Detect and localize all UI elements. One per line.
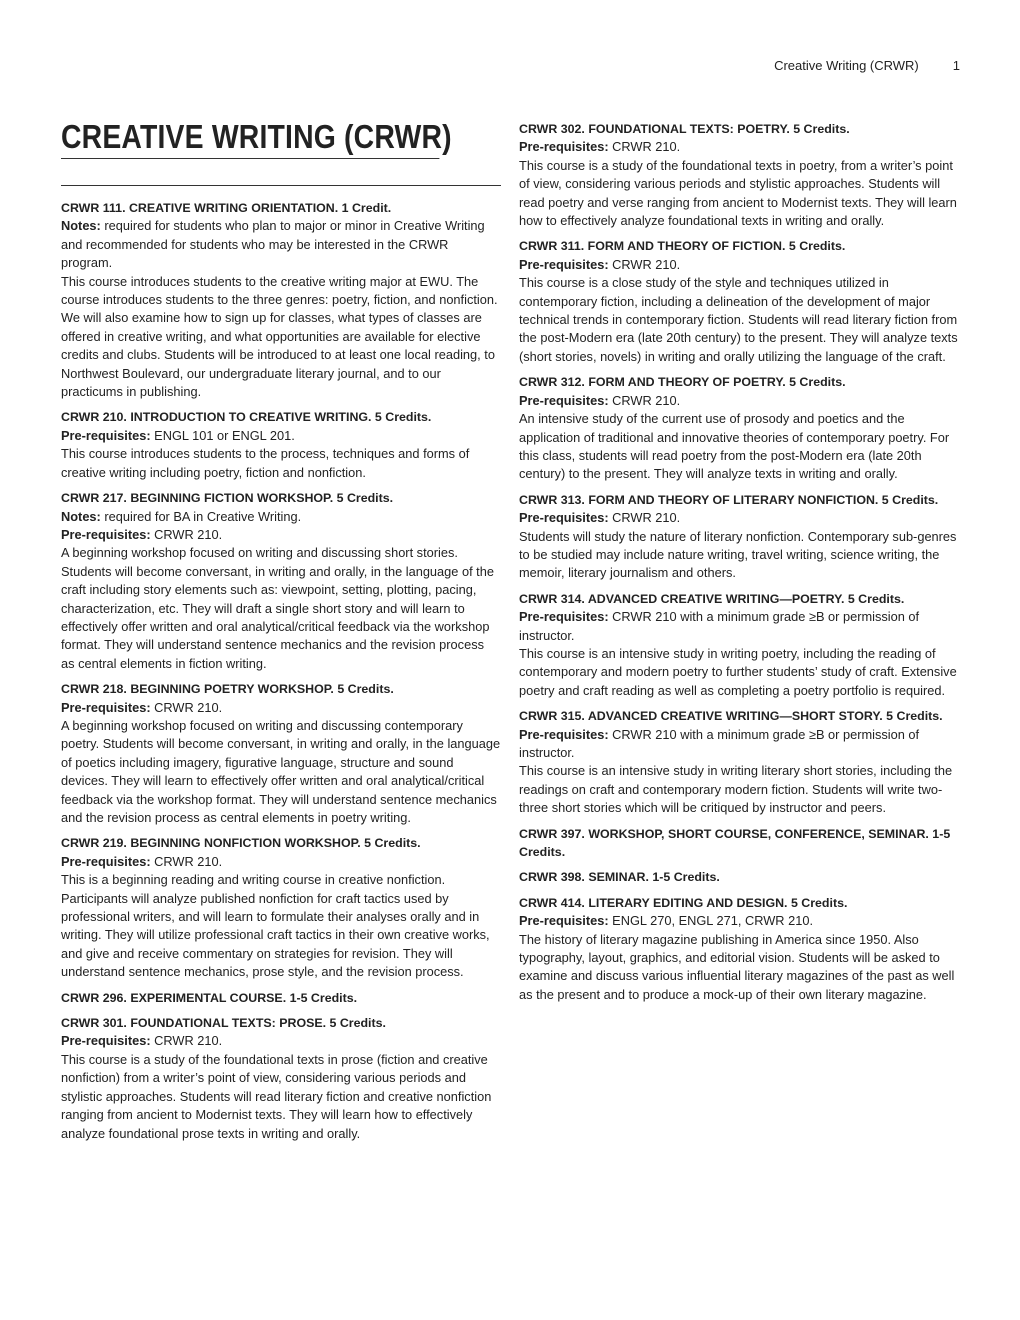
course-prerequisites-value: CRWR 210. [608, 392, 681, 408]
course-entry [61, 199, 501, 401]
course-description: This course introduces students to the creative writing major at EWU. The course introduces students to the three genres: poetry, fiction, and nonfiction. We will also examine how to sign up for classes, what types of classes are offered in creative writing, and what opportunities are available for elective credits and clubs. Students will be introduced to at least one local reading, to Northwest Boulevard, our undergraduate literary journal, and to our practicums in publishing. [61, 273, 498, 400]
right-course-list [519, 120, 961, 1004]
running-title: Creative Writing (CRWR) [774, 58, 919, 73]
course-prerequisites [61, 1032, 501, 1050]
course-prerequisites [519, 138, 961, 156]
course-prerequisites-value: CRWR 210 with a minimum grade ≥B or permission of instructor. [519, 726, 920, 760]
course-description: A beginning workshop focused on writing and discussing short stories. Students will become conversant, in writing and orally, in the language of the craft including story elements such as: viewpoint, setting, plotting, pacing, characterization, etc. They will draft a single short story and will learn to effectively offer written and oral analytical/critical feedback via the workshop format. They will understand sentence mechanics and the revision process as central elements in fiction writing. [61, 545, 494, 671]
course-entry [61, 1014, 501, 1143]
course-description: The history of literary magazine publishing in America since 1950. Also typography, layout, graphics, and editorial vision. Students will be asked to examine and discuss various influential literary magazines of the past as well as the present and to produce a mock-up of their own literary magazine. [519, 931, 955, 1002]
course-prerequisites-value: CRWR 210. [608, 510, 681, 526]
course-entry [519, 237, 961, 366]
course-prerequisites-value: ENGL 270, ENGL 271, CRWR 210. [608, 913, 813, 929]
course-prerequisites [519, 256, 961, 274]
course-notes [61, 217, 501, 272]
notes-label: Notes: [61, 218, 101, 234]
course-title: CRWR 314. ADVANCED CREATIVE WRITING—POETRY. 5 Credits. [519, 591, 905, 606]
prerequisites-label: Pre-requisites: [519, 139, 609, 155]
course-prerequisites-value: CRWR 210 with a minimum grade ≥B or permission of instructor. [519, 609, 920, 643]
course-title: CRWR 296. EXPERIMENTAL COURSE. 1-5 Credits. [61, 990, 358, 1005]
course-description: This course is an intensive study in writing poetry, including the reading of contemporary and modern poetry to further students’ study of craft. Extensive poetry and craft reading as well as completing a poetry portfolio is required. [519, 645, 957, 698]
course-description: An intensive study of the current use of prosody and poetics and the application of traditional and innovative theories of contemporary poetry. For this class, students will read poetry from the post-Modern era (late 20th century) to the present. They will analyze texts in writing and orally. [519, 411, 950, 482]
course-title: CRWR 302. FOUNDATIONAL TEXTS: POETRY. 5 Credits. [519, 122, 850, 136]
course-prerequisites-value: CRWR 210. [608, 139, 681, 155]
prerequisites-label: Pre-requisites: [519, 913, 609, 929]
course-entry [519, 120, 961, 230]
course-description: This course introduces students to the process, techniques and forms of creative writing including poetry, fiction and nonfiction. [61, 446, 470, 480]
prerequisites-label: Pre-requisites: [519, 726, 609, 742]
course-description: This course is an intensive study in writing literary short stories, including the readings on craft and contemporary modern fiction. Students will write two-three short stories which will be critiqued by instructor and peers. [519, 763, 953, 816]
course-title: CRWR 311. FORM AND THEORY OF FICTION. 5 Credits. [519, 239, 846, 254]
prerequisites-label: Pre-requisites: [61, 526, 151, 542]
course-description: This course is a study of the foundational texts in prose (fiction and creative nonfiction) from a writer’s point of view, considering various periods and stylistic approaches. Students will read literary fiction and creative nonfiction ranging from ancient to Modernist texts. They will learn how to effectively analyze foundational prose texts in writing and orally. [61, 1051, 492, 1141]
prerequisites-label: Pre-requisites: [519, 392, 609, 408]
course-title: CRWR 397. WORKSHOP, SHORT COURSE, CONFERENCE, SEMINAR. 1-5 Credits. [519, 826, 951, 860]
course-notes [61, 508, 501, 526]
course-prerequisites-value: CRWR 210. [608, 256, 681, 272]
course-description: Students will study the nature of literary nonfiction. Contemporary sub-genres to be studied may include nature writing, travel writing, science writing, the memoir, literary journalism and others. [519, 528, 957, 581]
course-notes-value: required for BA in Creative Writing. [100, 508, 302, 524]
prerequisites-label: Pre-requisites: [61, 1033, 151, 1049]
course-title: CRWR 219. BEGINNING NONFICTION WORKSHOP. 5 Credits. [61, 836, 421, 851]
left-course-list [61, 199, 501, 1143]
course-description: A beginning workshop focused on writing and discussing contemporary poetry. Students will become conversant, in writing and orally, in the language of poetics including imagery, figurative language, structure and sound devices. They will learn to effectively offer written and oral analytical/critical feedback via the workshop format. They will understand sentence mechanics and the revision process as central elements in poetry writing. [61, 717, 501, 825]
course-prerequisites [519, 392, 961, 410]
prerequisites-label: Pre-requisites: [519, 609, 609, 625]
left-column [61, 114, 501, 1143]
course-prerequisites [61, 526, 501, 544]
course-description: This course is a close study of the style and techniques utilized in contemporary fiction, including a delineation of the development of major technical trends in contemporary fiction. Students will read literary fiction from the post-Modern era (late 20th century) to the present. They will analyze texts (short stories, novels) in writing and orally utilizing the language of the craft. [519, 275, 958, 364]
course-title: CRWR 210. INTRODUCTION TO CREATIVE WRITING. 5 Credits. [61, 410, 432, 425]
page-title: CREATIVE WRITING (CRWR) [61, 114, 439, 159]
course-title: CRWR 313. FORM AND THEORY OF LITERARY NONFICTION. 5 Credits. [519, 492, 939, 507]
course-entry [519, 894, 961, 1004]
section-divider [61, 185, 501, 186]
page-number: 1 [952, 58, 960, 73]
course-prerequisites-value: CRWR 210. [150, 699, 223, 715]
course-entry [519, 707, 961, 817]
course-title: CRWR 312. FORM AND THEORY OF POETRY. 5 Credits. [519, 375, 846, 390]
prerequisites-label: Pre-requisites: [61, 853, 151, 869]
course-entry [519, 590, 961, 700]
course-title: CRWR 218. BEGINNING POETRY WORKSHOP. 5 Credits. [61, 682, 394, 697]
course-entry [519, 373, 961, 483]
course-prerequisites [519, 509, 961, 527]
notes-label: Notes: [61, 508, 101, 524]
course-prerequisites [61, 853, 501, 871]
course-title: CRWR 315. ADVANCED CREATIVE WRITING—SHORT STORY. 5 Credits. [519, 709, 943, 724]
right-column [519, 120, 961, 1004]
course-entry [519, 868, 961, 886]
course-prerequisites [519, 912, 961, 930]
course-entry [61, 408, 501, 482]
course-prerequisites [61, 427, 501, 445]
prerequisites-label: Pre-requisites: [61, 699, 151, 715]
course-prerequisites-value: ENGL 101 or ENGL 201. [150, 427, 295, 443]
course-prerequisites-value: CRWR 210. [150, 853, 223, 869]
course-title: CRWR 398. SEMINAR. 1-5 Credits. [519, 870, 720, 885]
course-entry [519, 491, 961, 583]
course-title: CRWR 414. LITERARY EDITING AND DESIGN. 5 Credits. [519, 895, 848, 910]
course-description: This is a beginning reading and writing course in creative nonfiction. Participants will analyze published nonfiction for craft tactics used by professional writers, and will learn to formulate their analyses orally and in writing. They will utilize professional craft tactics in their own creative works, and give and receive commentary on strategies for revision. They will understand sentence mechanics, prose style, and the revision process. [61, 872, 490, 980]
course-prerequisites [61, 699, 501, 717]
prerequisites-label: Pre-requisites: [61, 427, 151, 443]
course-prerequisites-value: CRWR 210. [150, 1033, 223, 1049]
course-title: CRWR 111. CREATIVE WRITING ORIENTATION. 1 Credit. [61, 201, 392, 215]
course-entry [61, 834, 501, 981]
course-prerequisites [519, 608, 961, 645]
course-entry [61, 989, 501, 1007]
course-title: CRWR 301. FOUNDATIONAL TEXTS: PROSE. 5 Credits. [61, 1016, 386, 1031]
prerequisites-label: Pre-requisites: [519, 510, 609, 526]
course-prerequisites-value: CRWR 210. [150, 526, 223, 542]
prerequisites-label: Pre-requisites: [519, 256, 609, 272]
course-entry [61, 680, 501, 827]
course-entry [61, 489, 501, 673]
course-notes-value: required for students who plan to major or minor in Creative Writing and recommended for students who may be interested in the CRWR program. [61, 218, 485, 271]
course-prerequisites [519, 726, 961, 763]
course-entry [519, 825, 961, 862]
course-title: CRWR 217. BEGINNING FICTION WORKSHOP. 5 Credits. [61, 491, 394, 506]
course-description: This course is a study of the foundational texts in poetry, from a writer’s point of view, considering various periods and stylistic approaches. Students will read poetry and verse ranging from ancient to Modernist texts. They will learn how to effectively analyze foundational texts in writing and orally. [519, 157, 957, 229]
running-header [774, 58, 960, 73]
